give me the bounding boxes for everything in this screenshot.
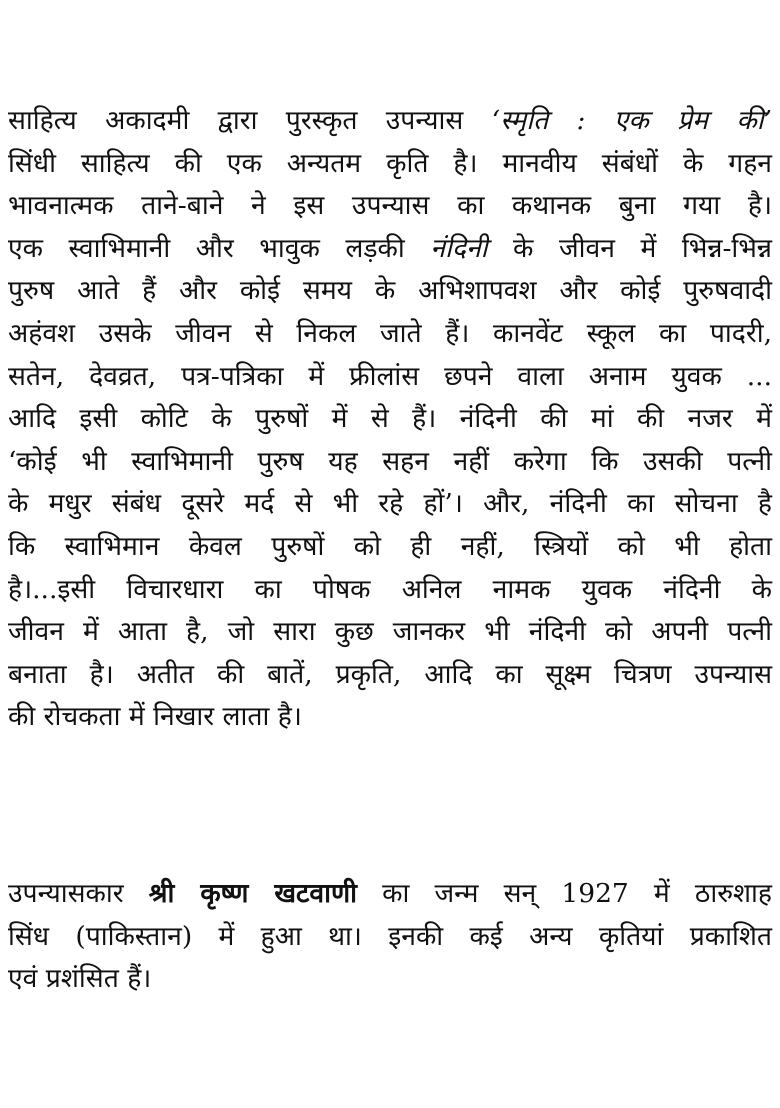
text-line: जीवन में आता है, जो सारा कुछ जानकर भी नंदिनी को अपनी पत्नी (8, 616, 772, 648)
paragraph-author-bio (8, 873, 772, 1001)
text-line: पुरुष आते हैं और कोई समय के अभिशापवश और कोई पुरुषवादी (8, 275, 772, 307)
text-line: एवं प्रशंसित हैं। (8, 963, 152, 995)
paragraph-novel-summary (8, 100, 772, 739)
text-line: की रोचकता में निखार लाता है। (8, 701, 302, 733)
text-line (8, 228, 772, 271)
text-line: ‘कोई भी स्वाभिमानी पुरुष यह सहन नहीं करेगा कि उसकी पत्नी (8, 445, 772, 477)
text-line: कि स्वाभिमान केवल पुरुषों को ही नहीं, स्त्रियों को भी होता (8, 530, 772, 562)
text-line: अहंवश उसके जीवन से निकल जाते हैं। कानवेंट स्कूल का पादरी, (8, 317, 772, 349)
text-line: आदि इसी कोटि के पुरुषों में से हैं। नंदिनी की मां की नजर में (8, 403, 772, 435)
text-span: का जन्म सन् 1927 में ठारुशाह (356, 878, 772, 909)
text-span: एक स्वाभिमानी और भावुक लड़की (8, 232, 431, 264)
text-line: बनाता है। अतीत की बातें, प्रकृति, आदि का सूक्ष्म चित्रण उपन्यास (8, 658, 772, 690)
text-line: के मधुर संबंध दूसरे मर्द से भी रहे हों’। और, नंदिनी का सोचना है (8, 488, 772, 520)
text-line (8, 873, 772, 916)
text-line: सिंधी साहित्य की एक अन्यतम कृति है। मानवीय संबंधों के गहन (8, 147, 772, 179)
text-line: भावनात्मक ताने-बाने ने इस उपन्यास का कथानक बुना गया है। (8, 190, 772, 222)
text-span: उपन्यासकार (8, 878, 149, 909)
character-name: नंदिनी (430, 232, 488, 264)
novel-title: ‘स्मृति : एक प्रेम की’ (491, 105, 772, 136)
text-line: सतेन, देवव्रत, पत्र-पत्रिका में फ्रीलांस छपने वाला अनाम युवक ... (8, 360, 772, 392)
text-line: सिंध (पाकिस्तान) में हुआ था। इनकी कई अन्य कृतियां प्रकाशित (8, 920, 772, 952)
text-line: है।...इसी विचारधारा का पोषक अनिल नामक युवक नंदिनी के (8, 573, 772, 605)
author-name: श्री कृष्ण खटवाणी (148, 878, 357, 909)
text-span: के जीवन में भिन्न-भिन्न (487, 232, 772, 264)
text-span: साहित्य अकादमी द्वारा पुरस्कृत उपन्यास (8, 105, 492, 136)
text-line (8, 100, 772, 143)
